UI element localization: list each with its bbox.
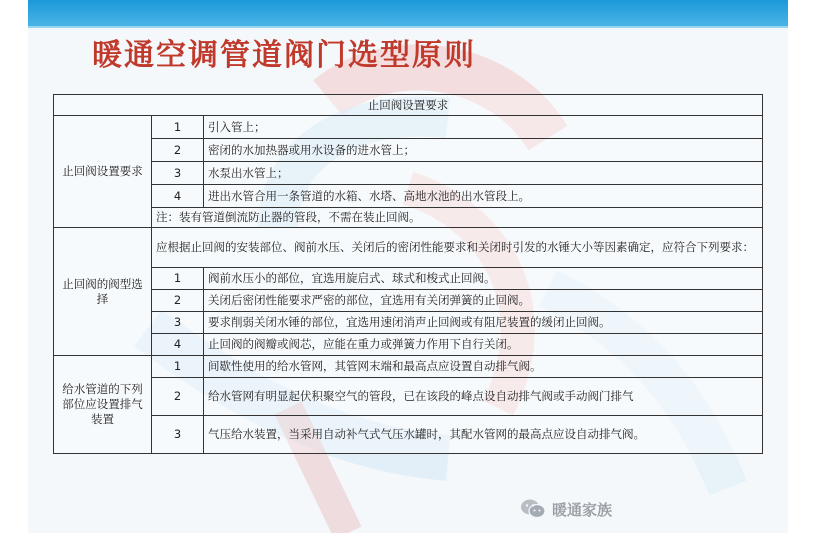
row-number: 1 (152, 268, 204, 290)
top-bar (28, 0, 788, 28)
row-text: 引入管上； (204, 116, 763, 139)
row-text: 关闭后密闭性能要求严密的部位，宜选用有关闭弹簧的止回阀。 (204, 290, 763, 312)
page-title: 暖通空调管道阀门选型原则 (92, 38, 476, 73)
table-header: 止回阀设置要求 (54, 95, 763, 116)
wechat-icon (520, 498, 546, 520)
row-text: 气压给水装置，当采用自动补气式气压水罐时，其配水管网的最高点应设自动排气阀。 (204, 416, 763, 454)
row-number: 2 (152, 290, 204, 312)
valve-requirements-table (53, 94, 763, 454)
row-number: 3 (152, 416, 204, 454)
row-number: 3 (152, 162, 204, 185)
row-number: 2 (152, 378, 204, 416)
row-text: 密闭的水加热器或用水设备的进水管上； (204, 139, 763, 162)
row-number: 1 (152, 356, 204, 378)
watermark-text: 暖通家族 (552, 500, 613, 519)
category-valve-type-selection: 止回阀的阀型选择 (54, 228, 152, 356)
row-text: 水泵出水管上； (204, 162, 763, 185)
watermark (520, 498, 612, 520)
row-text: 间歇性使用的给水管网，其管网末端和最高点应设置自动排气阀。 (204, 356, 763, 378)
row-text: 阀前水压小的部位，宜选用旋启式、球式和梭式止回阀。 (204, 268, 763, 290)
row-text: 进出水管合用一条管道的水箱、水塔、高地水池的出水管段上。 (204, 185, 763, 208)
row-number: 4 (152, 185, 204, 208)
row-number: 2 (152, 139, 204, 162)
category-air-release-locations: 给水管道的下列部位应设置排气装置 (54, 356, 152, 454)
row-number: 3 (152, 312, 204, 334)
row-text: 要求削弱关闭水锤的部位，宜选用速闭消声止回阀或有阻尼装置的缓闭止回阀。 (204, 312, 763, 334)
section-note: 注：装有管道倒流防止器的管段，不需在装止回阀。 (152, 208, 763, 228)
row-text: 给水管网有明显起伏积聚空气的管段，已在该段的峰点设自动排气阀或手动阀门排气 (204, 378, 763, 416)
section-intro: 应根据止回阀的安装部位、阀前水压、关闭后的密闭性能要求和关闭时引发的水锤大小等因素确定，应符合下列要求： (152, 228, 763, 268)
row-number: 4 (152, 334, 204, 356)
row-number: 1 (152, 116, 204, 139)
row-text: 止回阀的阀瓣或阀芯，应能在重力或弹簧力作用下自行关闭。 (204, 334, 763, 356)
category-check-valve-settings: 止回阀设置要求 (54, 116, 152, 228)
